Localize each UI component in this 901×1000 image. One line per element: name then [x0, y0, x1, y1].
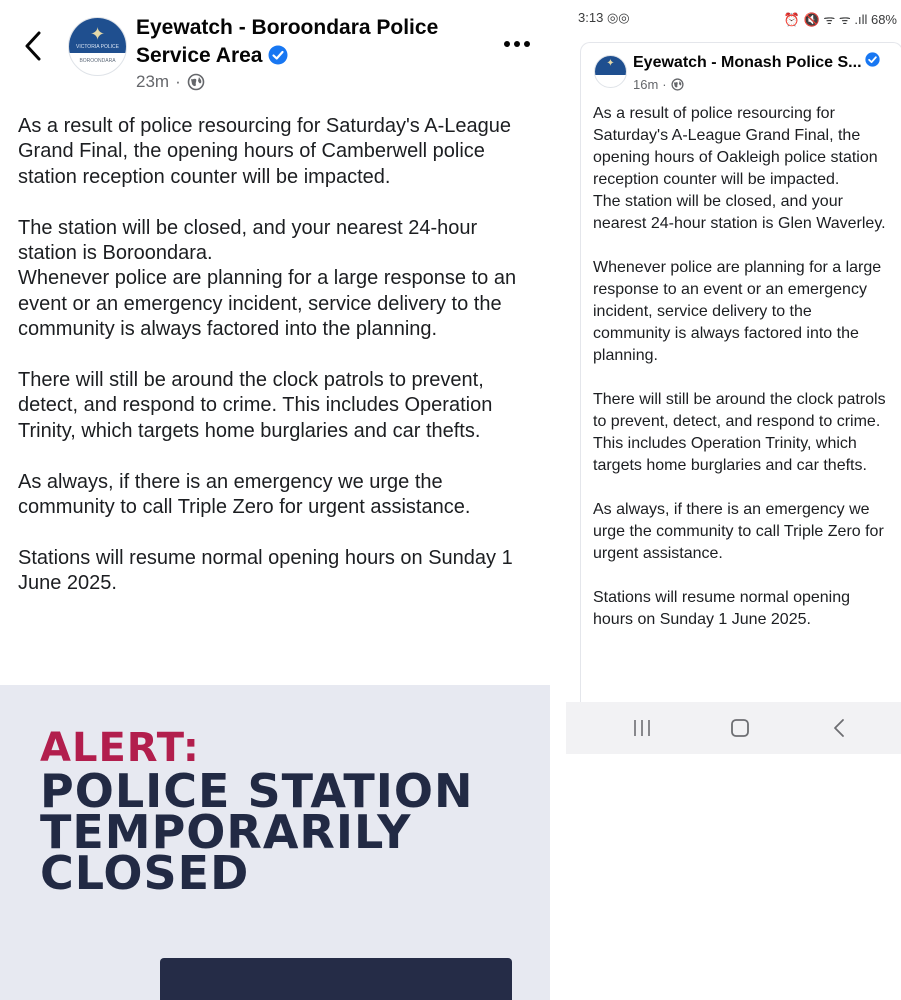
post-meta: 23m · — [136, 71, 205, 97]
verified-icon — [268, 45, 288, 73]
post-paragraph: As a result of police resourcing for Saturday's A-League Grand Final, the opening hours of Oakleigh police station reception counter will be impacted. — [593, 105, 878, 188]
alert-message — [40, 764, 540, 900]
post-paragraph: The station will be closed, and your nearest 24-hour station is Glen Waverley. — [593, 193, 886, 232]
right-post-screenshot — [566, 0, 901, 1000]
police-badge-icon: ✦ — [89, 24, 106, 44]
back-button[interactable] — [20, 28, 48, 64]
post-time[interactable]: 16m — [633, 77, 659, 92]
post-paragraph: The station will be closed, and your nearest 24-hour station is Boroondara. — [18, 216, 478, 265]
police-badge-icon: ✦ — [606, 58, 615, 69]
page-name-text[interactable]: Eyewatch - Monash Police S... — [633, 54, 862, 71]
alert-line: POLICE STATION — [40, 764, 474, 818]
post-paragraph: Stations will resume normal opening hours on Sunday 1 June 2025. — [18, 546, 513, 595]
globe-icon — [671, 77, 684, 92]
more-options-button[interactable] — [500, 33, 534, 55]
avatar-top-text: VICTORIA POLICE — [76, 44, 119, 50]
home-icon — [727, 716, 753, 740]
post-body — [18, 114, 538, 597]
alert-banner-bar — [160, 958, 512, 1000]
post-time[interactable]: 23m — [136, 72, 170, 91]
post-paragraph: As a result of police resourcing for Saturday's A-League Grand Final, the opening hours of Camberwell police station reception counter will be impacted. — [18, 115, 511, 188]
nav-back-icon — [827, 716, 853, 740]
globe-icon — [187, 73, 205, 97]
back-arrow-icon — [20, 28, 48, 64]
android-nav-bar — [566, 702, 901, 754]
post-paragraph: Stations will resume normal opening hours on Sunday 1 June 2025. — [593, 589, 851, 628]
post-body — [593, 103, 893, 631]
post-paragraph: As always, if there is an emergency we urge the community to call Triple Zero for urgent assistance. — [593, 501, 884, 562]
page-avatar[interactable] — [594, 55, 627, 88]
post-image[interactable] — [0, 685, 550, 1000]
alert-label: ALERT: — [40, 725, 200, 771]
alert-line: TEMPORARILY — [40, 805, 412, 859]
recents-icon — [629, 716, 655, 740]
status-time: 3:13 ◎◎ — [578, 10, 630, 25]
recents-button[interactable] — [629, 716, 655, 740]
status-icons: ⏰ 🔇 ᯤ ᯤ .ıll 68% — [783, 12, 897, 27]
page-name[interactable] — [633, 52, 895, 76]
status-indicators: ◎◎ — [606, 10, 630, 25]
post-card — [580, 42, 901, 703]
verified-icon — [865, 52, 880, 74]
post-paragraph: There will still be around the clock patrols to prevent, detect, and respond to crime. This includes Operation Trinity, which targets home burglaries and car thefts. — [18, 369, 493, 442]
system-back-button[interactable] — [827, 716, 853, 740]
post-paragraph: Whenever police are planning for a large response to an event or an emergency incident, service delivery to the community is always factored into the planning. — [18, 267, 517, 341]
more-icon — [500, 33, 534, 55]
post-paragraph: Whenever police are planning for a large response to an event or an emergency incident, service delivery to the community is always factored into the planning. — [593, 259, 882, 364]
post-paragraph: There will still be around the clock patrols to prevent, detect, and respond to crime. This includes Operation Trinity, which targets home burglaries and car thefts. — [593, 391, 886, 474]
page-name[interactable] — [136, 14, 466, 73]
home-button[interactable] — [727, 716, 753, 740]
page-name-text[interactable]: Eyewatch - Boroondara Police Service Area — [136, 16, 439, 67]
page-avatar[interactable] — [68, 17, 127, 76]
status-bar — [566, 8, 901, 28]
avatar-bottom-text: BOROONDARA — [79, 58, 116, 64]
battery-level: 68% — [870, 12, 897, 27]
post-paragraph: As always, if there is an emergency we urge the community to call Triple Zero for urgent assistance. — [18, 470, 471, 519]
alert-line: CLOSED — [40, 846, 250, 900]
post-meta: 16m · — [633, 76, 684, 94]
